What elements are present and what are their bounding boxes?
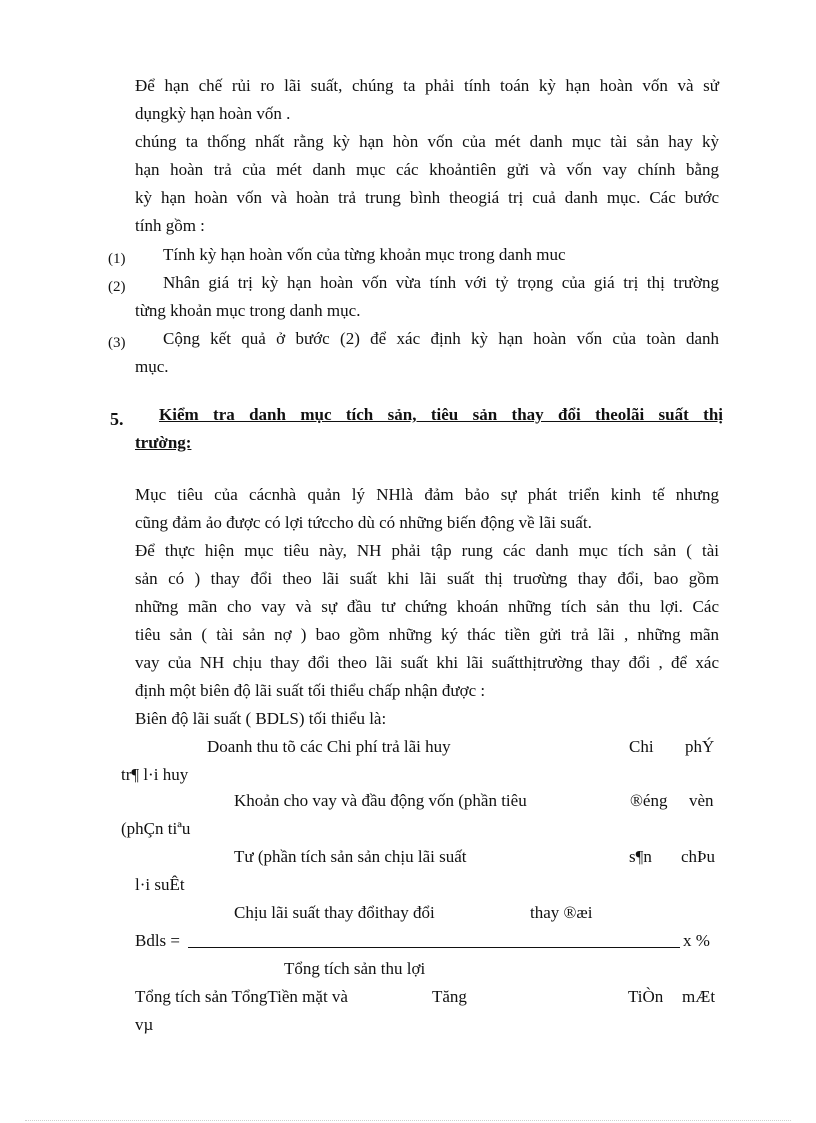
- formula-text: thay ®æi: [530, 903, 593, 922]
- step-number: (3): [108, 335, 126, 351]
- formula-text: Doanh thu tõ các Chi phí trả lãi huy: [207, 737, 451, 756]
- formula-text: s¶n: [629, 847, 652, 866]
- paragraph-line: tiêu sản ( tài sản nợ ) bao gồm những ký thác tiền gửi trả lãi , những mãn: [135, 625, 719, 644]
- formula-text: vµ: [135, 1015, 154, 1034]
- fraction-bar: [188, 947, 680, 948]
- formula-text: Chịu lãi suất thay đổithay đổi: [234, 903, 435, 922]
- formula-denominator: Tổng tích sản thu lợi: [284, 959, 426, 978]
- formula-text: chÞu: [681, 847, 715, 866]
- formula-text: Tư (phần tích sản sản chịu lãi suất: [234, 847, 467, 866]
- bdls-suffix: x %: [683, 931, 710, 950]
- step-number: (1): [108, 251, 126, 267]
- formula-text: Tăng: [432, 987, 467, 1006]
- paragraph-line: hạn hoàn trả của mét danh mục các khoảntiên gửi và vốn vay chính bằng: [135, 160, 719, 179]
- formula-text: (phÇn tiªu: [121, 819, 191, 838]
- page-bottom-rule: [25, 1120, 791, 1121]
- section-title-line2: trường:: [135, 433, 192, 452]
- formula-text: phÝ: [685, 737, 715, 756]
- formula-text: Chi: [629, 737, 654, 756]
- paragraph-line: sản có ) thay đổi theo lãi suất khi lãi suất thị truơừng thay đổi, bao gồm: [135, 569, 719, 588]
- paragraph-line: kỳ hạn hoàn vốn và hoàn trả trung bình theogiá trị cuả danh mục. Các bước: [135, 188, 719, 207]
- paragraph-line: Để hạn chế rủi ro lãi suất, chúng ta phải tính toán kỳ hạn hoàn vốn và sử: [135, 76, 719, 95]
- step-text: Nhân giá trị kỳ hạn hoàn vốn vừa tính với tỷ trọng của giá trị thị trường: [163, 273, 719, 292]
- step-text: Cộng kết quả ở bước (2) để xác định kỳ hạn hoàn vốn của toàn danh: [163, 329, 719, 348]
- paragraph-line: định một biên độ lãi suất tối thiểu chấp nhận được :: [135, 681, 486, 700]
- formula-text: Tổng tích sản TổngTiền mặt và: [135, 987, 348, 1006]
- paragraph-line: Để thực hiện mục tiêu này, NH phải tập rung các danh mục tích sản ( tài: [135, 541, 719, 560]
- formula-text: Khoản cho vay và đầu động vốn (phần tiêu: [234, 791, 527, 810]
- formula-text: TiÒn: [628, 987, 664, 1006]
- section-title-line1: Kiểm tra danh mục tích sản, tiêu sản thay đổi theolãi suất thị: [159, 405, 723, 424]
- formula-text: l·i suÊt: [135, 875, 185, 894]
- step-text: từng khoản mục trong danh mục.: [135, 301, 361, 320]
- section-number: 5.: [110, 409, 124, 429]
- paragraph-line: cũng đảm ảo được có lợi tứccho dù có những biến động về lãi suất.: [135, 513, 592, 532]
- paragraph-line: tính gồm :: [135, 216, 205, 235]
- bdls-label: Bdls =: [135, 931, 181, 950]
- paragraph-line: Biên độ lãi suất ( BDLS) tối thiểu là:: [135, 709, 387, 728]
- paragraph-line: chúng ta thống nhất rằng kỳ hạn hòn vốn của mét danh mục tài sản hay kỳ: [135, 132, 719, 151]
- step-text: mục.: [135, 357, 169, 376]
- formula-text: ®éng: [630, 791, 668, 810]
- step-number: (2): [108, 279, 126, 295]
- formula-text: mÆt: [682, 987, 716, 1006]
- step-text: Tính kỳ hạn hoàn vốn của từng khoản mục trong danh muc: [163, 245, 566, 264]
- paragraph-line: vay của NH chịu thay đổi theo lãi suất khi lãi suấtthịtrường thay đổi , để xác: [135, 653, 719, 672]
- paragraph-line: dụngkỳ hạn hoàn vốn .: [135, 104, 291, 123]
- paragraph-line: Mục tiêu của cácnhà quản lý NHlà đảm bảo sự phát triển kinh tế nhưng: [135, 485, 719, 504]
- formula-text: vèn: [689, 791, 714, 810]
- paragraph-line: những mãn cho vay và sự đầu tư chứng khoán những tích sản thu lợi. Các: [135, 597, 719, 616]
- formula-text: tr¶ l·i huy: [121, 765, 189, 784]
